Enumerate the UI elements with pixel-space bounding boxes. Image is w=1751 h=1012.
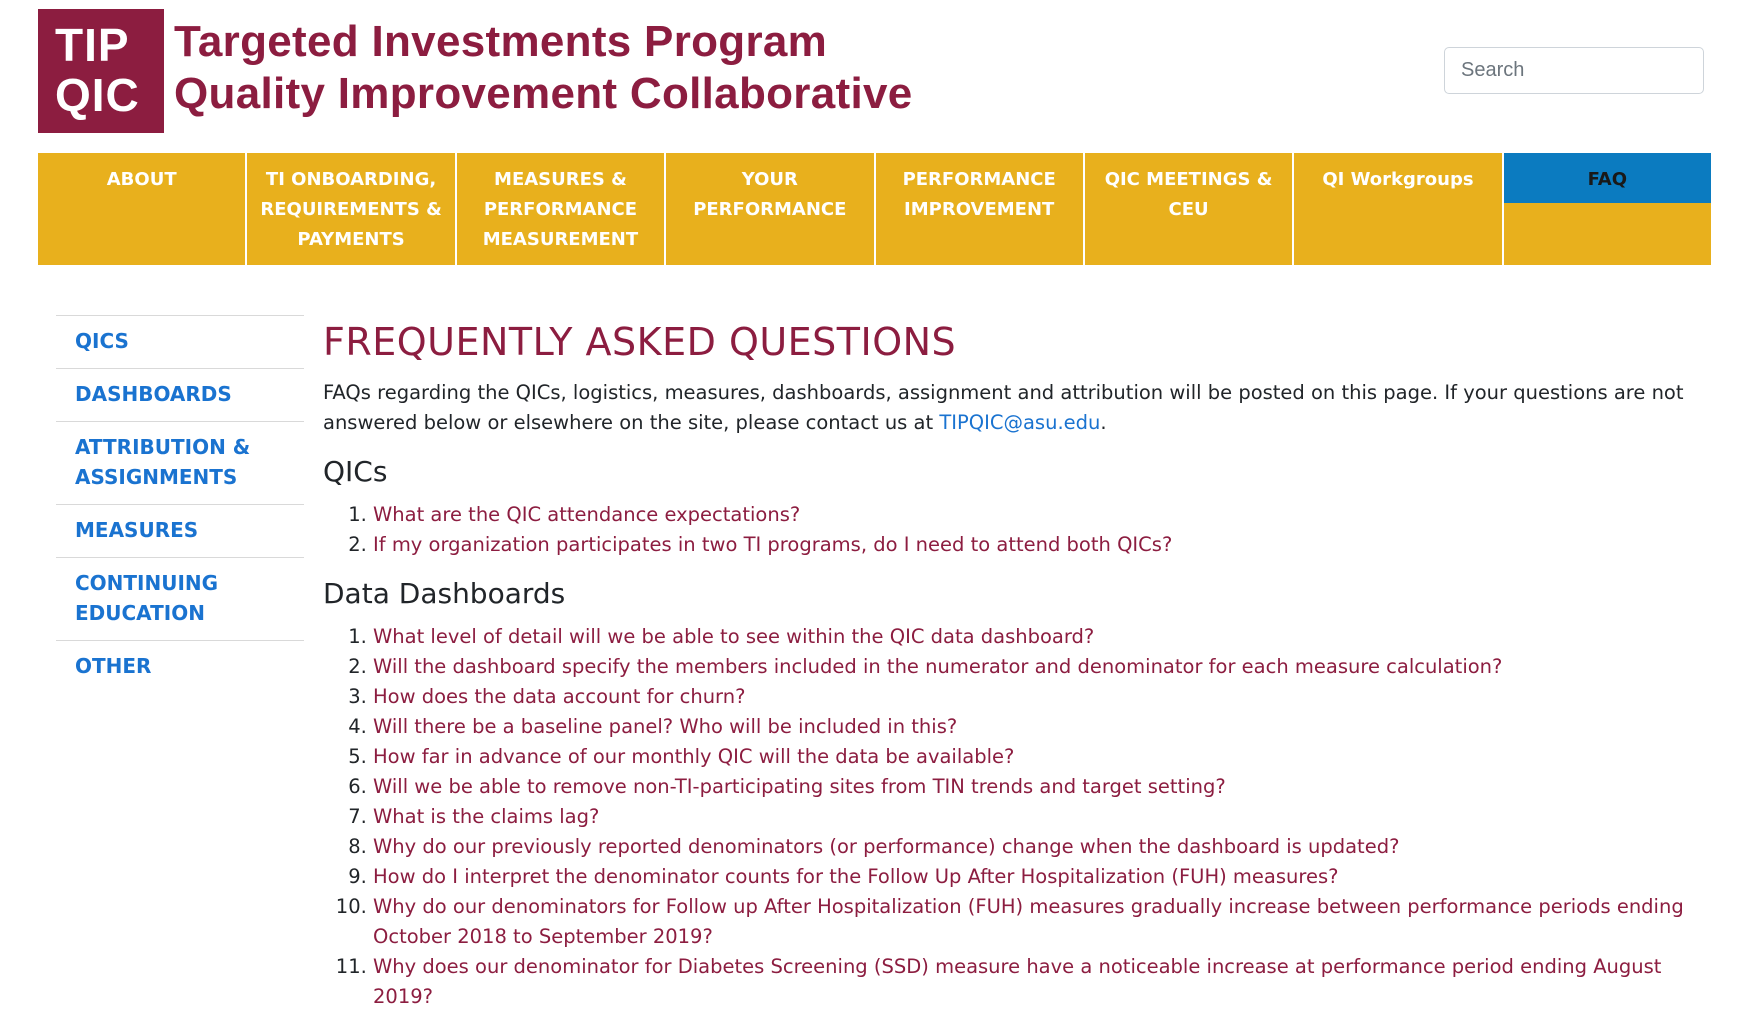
search-input[interactable]	[1444, 47, 1704, 94]
list-item	[373, 712, 1713, 742]
faq-sidebar	[56, 315, 304, 693]
sidebar-item-continuing-education[interactable]: CONTINUING EDUCATION	[56, 557, 304, 640]
faq-question-link[interactable]: Why do our previously reported denominators (or performance) change when the dashboard is updated?	[373, 835, 1400, 858]
intro-paragraph	[323, 378, 1713, 438]
sidebar-item-other[interactable]: OTHER	[56, 640, 304, 693]
nav-measures[interactable]	[457, 153, 666, 265]
sidebar-item-measures[interactable]: MEASURES	[56, 504, 304, 557]
nav-about[interactable]	[38, 153, 247, 265]
list-item	[373, 530, 1713, 560]
sidebar-item-dashboards[interactable]: DASHBOARDS	[56, 368, 304, 421]
logo-line-2: QIC	[55, 69, 140, 121]
site-header	[0, 0, 1751, 150]
page-title: FREQUENTLY ASKED QUESTIONS	[323, 320, 957, 364]
list-item	[373, 802, 1713, 832]
sidebar-item-qics[interactable]: QICS	[56, 315, 304, 368]
sidebar-item-attribution[interactable]: ATTRIBUTION & ASSIGNMENTS	[56, 421, 304, 504]
nav-qi-workgroups-label: QI Workgroups	[1322, 169, 1474, 190]
faq-question-link[interactable]: Will there be a baseline panel? Who will be included in this?	[373, 715, 958, 738]
section-heading-qics: QICs	[323, 455, 388, 488]
list-item	[373, 652, 1713, 682]
nav-your-performance[interactable]	[666, 153, 875, 265]
faq-question-link[interactable]: How far in advance of our monthly QIC will the data be available?	[373, 745, 1015, 768]
dashboards-question-list	[323, 622, 1713, 1012]
site-title-line-2: Quality Improvement Collaborative	[174, 69, 913, 118]
intro-suffix: .	[1100, 411, 1107, 434]
tipqic-logo[interactable]	[38, 9, 164, 133]
list-item	[373, 500, 1713, 530]
nav-qi-workgroups[interactable]	[1294, 153, 1503, 265]
nav-qic-meetings-label: QIC MEETINGS & CEU	[1104, 169, 1273, 220]
main-nav	[38, 153, 1711, 265]
list-item	[373, 742, 1713, 772]
faq-question-link[interactable]: Why do our denominators for Follow up After Hospitalization (FUH) measures gradually increase between performance periods ending October 2018 to September 2019?	[373, 895, 1684, 948]
nav-faq[interactable]	[1504, 153, 1711, 265]
faq-question-link[interactable]: What level of detail will we be able to see within the QIC data dashboard?	[373, 625, 1095, 648]
list-item	[373, 772, 1713, 802]
list-item	[373, 682, 1713, 712]
site-title[interactable]	[174, 16, 913, 120]
intro-text: FAQs regarding the QICs, logistics, measures, dashboards, assignment and attribution will be posted on this page. If your questions are not answered below or elsewhere on the site, please contact us at	[323, 381, 1684, 434]
nav-ti-onboarding[interactable]	[247, 153, 456, 265]
list-item	[373, 862, 1713, 892]
main-content	[323, 316, 1713, 1012]
nav-measures-label: MEASURES & PERFORMANCE MEASUREMENT	[482, 169, 639, 250]
faq-question-link[interactable]: What is the claims lag?	[373, 805, 600, 828]
nav-performance-improvement-label: PERFORMANCE IMPROVEMENT	[902, 169, 1056, 220]
faq-question-link[interactable]: Will the dashboard specify the members included in the numerator and denominator for each measure calculation?	[373, 655, 1503, 678]
nav-faq-label: FAQ	[1504, 153, 1711, 203]
nav-qic-meetings[interactable]	[1085, 153, 1294, 265]
faq-question-link[interactable]: What are the QIC attendance expectations?	[373, 503, 801, 526]
faq-question-link[interactable]: If my organization participates in two TI programs, do I need to attend both QICs?	[373, 533, 1173, 556]
faq-question-link[interactable]: Why does our denominator for Diabetes Screening (SSD) measure have a noticeable increase at performance period ending August 2019?	[373, 955, 1662, 1008]
nav-about-label: ABOUT	[106, 169, 177, 190]
logo-line-1: TIP	[55, 19, 130, 71]
site-title-line-1: Targeted Investments Program	[174, 17, 828, 66]
qics-question-list	[323, 500, 1713, 560]
list-item	[373, 622, 1713, 652]
faq-question-link[interactable]: How does the data account for churn?	[373, 685, 746, 708]
nav-your-performance-label: YOUR PERFORMANCE	[693, 169, 847, 220]
list-item	[373, 952, 1713, 1012]
contact-email-link[interactable]: TIPQIC@asu.edu	[939, 411, 1101, 434]
faq-question-link[interactable]: Will we be able to remove non-TI-participating sites from TIN trends and target setting?	[373, 775, 1226, 798]
nav-ti-onboarding-label: TI ONBOARDING, REQUIREMENTS & PAYMENTS	[260, 169, 442, 250]
list-item	[373, 892, 1713, 952]
nav-performance-improvement[interactable]	[876, 153, 1085, 265]
faq-question-link[interactable]: How do I interpret the denominator counts for the Follow Up After Hospitalization (FUH) measures?	[373, 865, 1339, 888]
list-item	[373, 832, 1713, 862]
section-heading-data-dashboards: Data Dashboards	[323, 577, 566, 610]
